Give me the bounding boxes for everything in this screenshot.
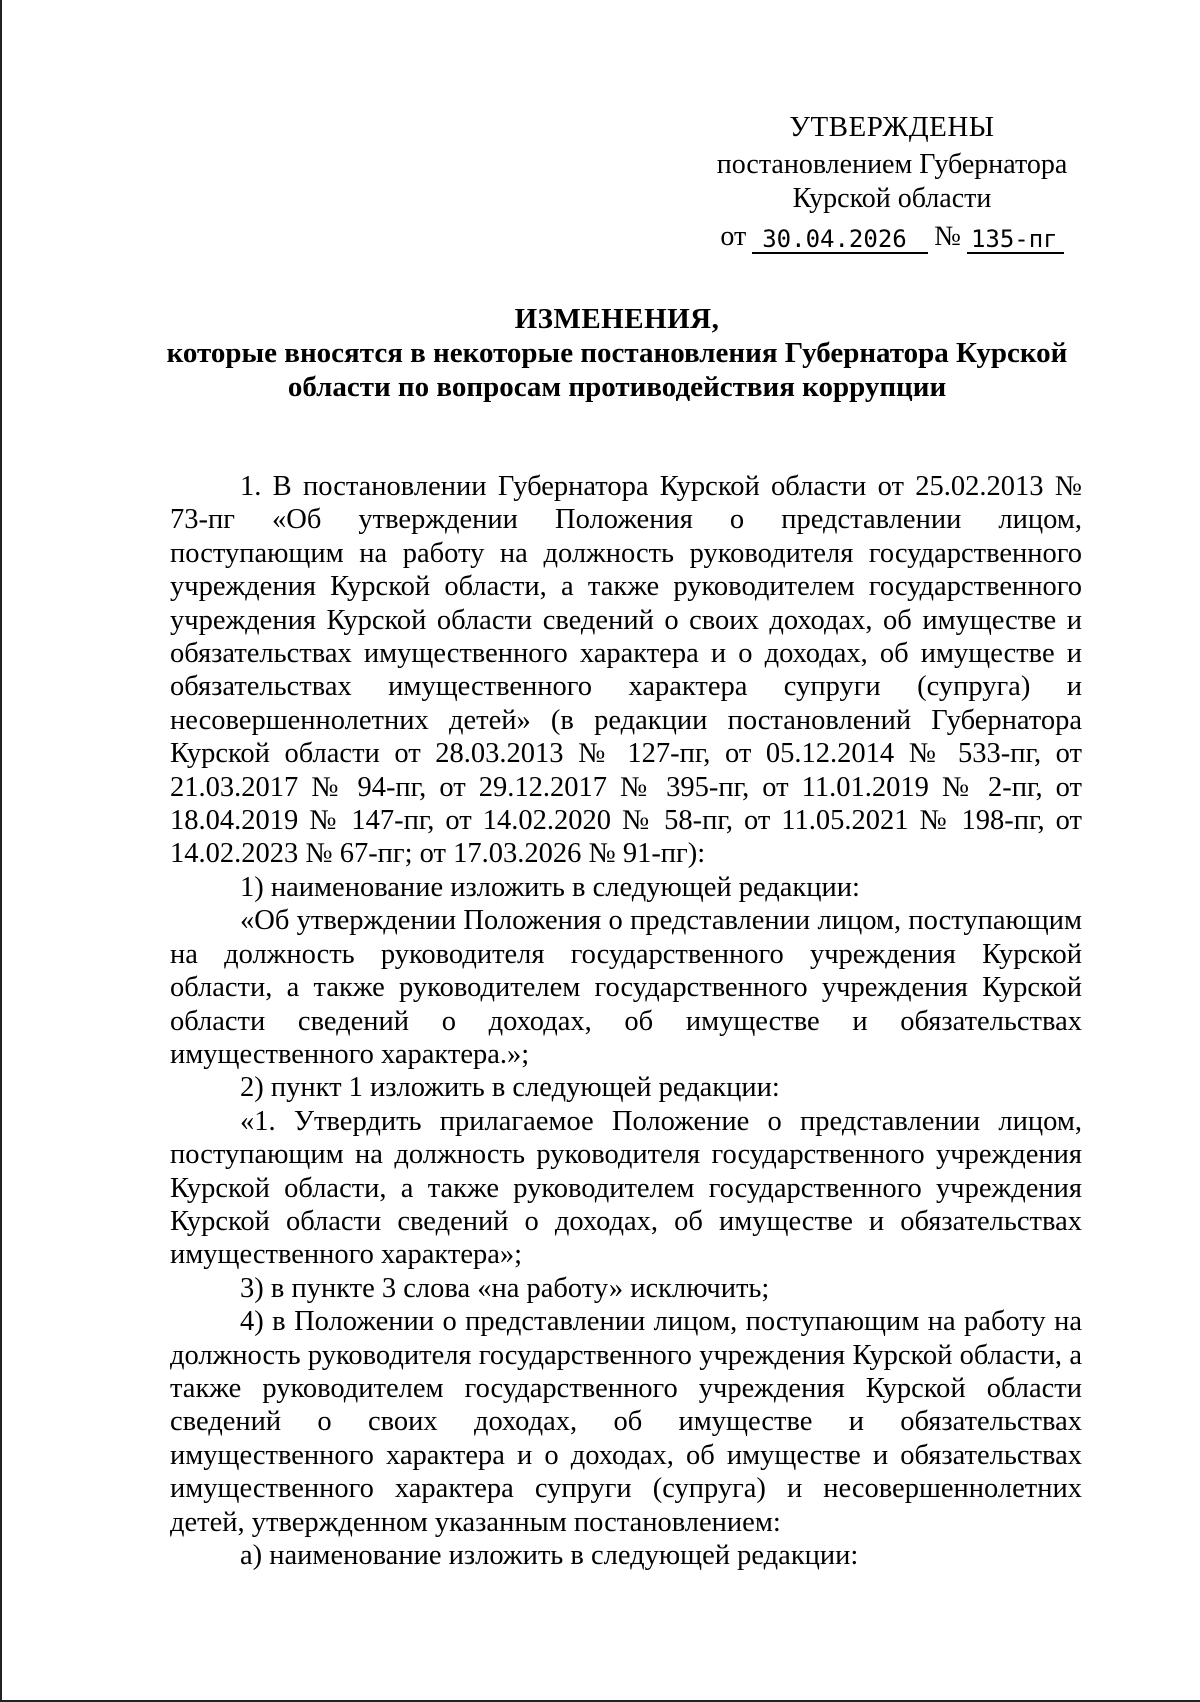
document-body — [170, 470, 1082, 1572]
approval-stamp — [682, 110, 1102, 254]
paragraph: 3) в пункте 3 слова «на работу» исключить; — [240, 1272, 770, 1304]
approval-date: 30.04.2026 — [752, 226, 928, 254]
approval-dateline — [682, 220, 1102, 254]
paragraph: 1. В постановлении Губернатора Курской области от 25.02.2013 № 73-пг «Об утверждении Положения о представлении лицом, поступающим на работу на должность руководителя государственного учреждения Курской области, а также руководителем государственного учреждения Курской области сведений о своих доходах, об имуществе и обязательствах имущественного характера и о доходах, об имуществе и обязательствах имущественного характера супруги (супруга) и несовершеннолетних детей» (в редакции постановлений Губернатора Курской области от 28.03.2013 № 127-пг, от 05.12.2014 № 533-пг, от 21.03.2017 № 94-пг, от 29.12.2017 № 395-пг, от 11.01.2019 № 2-пг, от 18.04.2019 № 147-пг, от 14.02.2020 № 58-пг, от 11.05.2021 № 198-пг, от 14.02.2023 № 67-пг; от 17.03.2026 № 91-пг): — [170, 471, 1082, 870]
paragraph: 1) наименование изложить в следующей редакции: — [240, 871, 860, 903]
date-prefix: от — [720, 221, 747, 252]
number-prefix: № — [934, 221, 961, 252]
paragraph: а) наименование изложить в следующей редакции: — [240, 1540, 859, 1571]
paragraph: «Об утверждении Положения о представлении лицом, поступающим на должность руководителя государственного учреждения Курской области, а также руководителем государственного учреждения Курской области сведений о доходах, об имуществе и обязательствах имущественного характера.»; — [170, 905, 1082, 1070]
paragraph: «1. Утвердить прилагаемое Положение о представлении лицом, поступающим на должность руководителя государственного учреждения Курской области, а также руководителем государственного учреждения Курской области сведений о доходах, об имуществе и обязательствах имущественного характера»; — [170, 1105, 1082, 1271]
heading-subtitle: которые вносятся в некоторые постановления Губернатора Курской области по вопросам противодействия коррупции — [166, 337, 1068, 403]
approval-title: УТВЕРЖДЕНЫ — [789, 111, 995, 143]
paragraph: 4) в Положении о представлении лицом, поступающим на работу на должность руководителя государственного учреждения Курской области, а также руководителем государственного учреждения Курской области сведений о своих доходах, об имуществе и обязательствах имущественного характера и о доходах, об имуществе и обязательствах имущественного характера супруги (супруга) и несовершеннолетних детей, утвержденном указанным постановлением: — [170, 1306, 1082, 1538]
document-heading — [152, 302, 1082, 404]
paragraph: 2) пункт 1 изложить в следующей редакции: — [240, 1072, 780, 1104]
approval-line-1: постановлением Губернатора — [716, 149, 1068, 180]
heading-title: ИЗМЕНЕНИЯ, — [514, 303, 720, 335]
approval-number: 135-пг — [967, 226, 1064, 254]
approval-line-2: Курской области — [792, 183, 992, 214]
